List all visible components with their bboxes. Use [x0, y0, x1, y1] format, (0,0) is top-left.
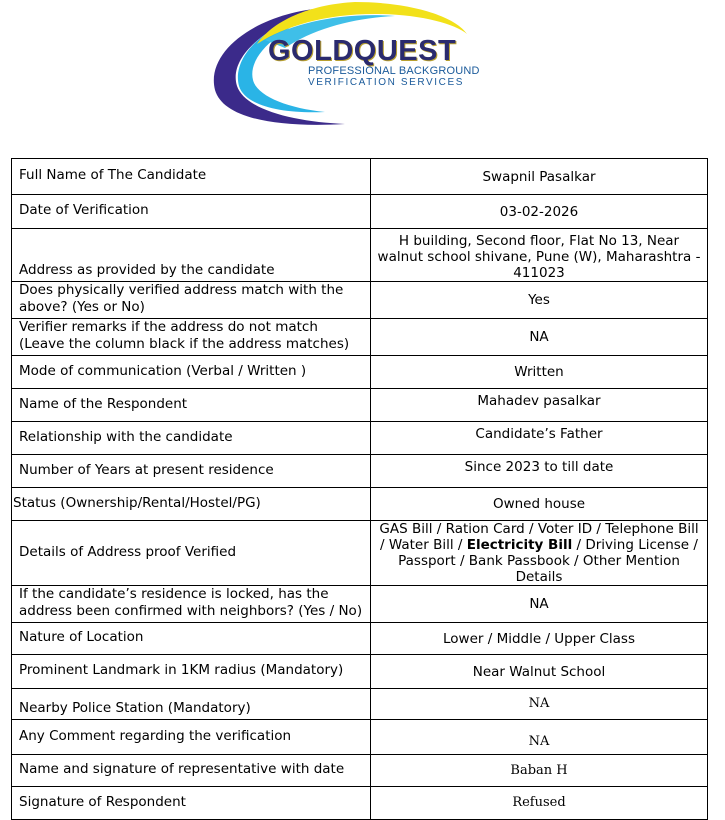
row-label-nature-location: Nature of Location	[12, 623, 371, 655]
row-value-status: Owned house	[371, 488, 708, 521]
row-value-nature-location: Lower / Middle / Upper Class	[371, 623, 708, 655]
table-row	[12, 586, 708, 623]
row-label-address: Address as provided by the candidate	[12, 229, 371, 282]
table-row	[12, 755, 708, 787]
table-row	[12, 720, 708, 755]
row-label-verifier-remarks: Verifier remarks if the address do not match (Leave the column black if the address matches)	[12, 319, 371, 356]
row-value-address-proof	[371, 521, 708, 586]
row-value-address: H building, Second floor, Flat No 13, Near walnut school shivane, Pune (W), Maharashtra - 411023	[371, 229, 708, 282]
brand-block	[268, 36, 518, 88]
address-proof-text-part-2: / Driving License / Passport / Bank Passbook / Other Mention Details	[398, 537, 698, 585]
row-value-residence-locked: NA	[371, 586, 708, 623]
row-label-landmark: Prominent Landmark in 1KM radius (Mandatory)	[12, 655, 371, 689]
row-value-respondent-signature: Refused	[371, 787, 708, 820]
table-row	[12, 623, 708, 655]
table-row	[12, 319, 708, 356]
row-label-address-match: Does physically verified address match with the above? (Yes or No)	[12, 282, 371, 319]
row-label-address-proof: Details of Address proof Verified	[12, 521, 371, 586]
row-label-representative: Name and signature of representative with date	[12, 755, 371, 787]
brand-tagline-2: VERIFICATION SERVICES	[308, 77, 465, 88]
row-value-verifier-remarks: NA	[371, 319, 708, 356]
row-label-residence-locked: If the candidate’s residence is locked, has the address been confirmed with neighbors? (Yes / No)	[12, 586, 371, 623]
address-proof-highlight: Electricity Bill	[466, 537, 573, 553]
table-row	[12, 159, 708, 195]
row-label-status: Status (Ownership/Rental/Hostel/PG)	[12, 488, 371, 521]
table-row	[12, 488, 708, 521]
row-value-verification-date: 03-02-2026	[371, 195, 708, 229]
table-row	[12, 521, 708, 586]
table-row	[12, 195, 708, 229]
row-value-candidate-name: Swapnil Pasalkar	[371, 159, 708, 195]
verification-table	[11, 158, 708, 820]
brand-tagline-1: PROFESSIONAL BACKGROUND	[308, 65, 480, 77]
table-row	[12, 422, 708, 455]
row-value-address-match: Yes	[371, 282, 708, 319]
table-row	[12, 356, 708, 389]
table-row	[12, 655, 708, 689]
table-row	[12, 389, 708, 422]
address-proof-text-part-1: GAS Bill / Ration Card / Voter ID / Telephone Bill / Water Bill /	[379, 521, 699, 553]
row-value-communication-mode: Written	[371, 356, 708, 389]
row-label-candidate-name: Full Name of The Candidate	[12, 159, 371, 195]
table-row	[12, 787, 708, 820]
row-label-respondent-name: Name of the Respondent	[12, 389, 371, 422]
table-row	[12, 229, 708, 282]
row-label-communication-mode: Mode of communication (Verbal / Written )	[12, 356, 371, 389]
row-label-respondent-signature: Signature of Respondent	[12, 787, 371, 820]
row-value-landmark: Near Walnut School	[371, 655, 708, 689]
row-value-representative: Baban H	[371, 755, 708, 787]
row-value-comment: NA	[371, 720, 708, 755]
row-value-years-residence: Since 2023 to till date	[371, 455, 708, 488]
row-value-police-station: NA	[371, 689, 708, 720]
brand-name: GOLDQUEST	[268, 35, 457, 67]
row-label-comment: Any Comment regarding the verification	[12, 720, 371, 755]
row-label-years-residence: Number of Years at present residence	[12, 455, 371, 488]
row-label-verification-date: Date of Verification	[12, 195, 371, 229]
row-label-police-station: Nearby Police Station (Mandatory)	[12, 689, 371, 720]
table-row	[12, 455, 708, 488]
table-row	[12, 689, 708, 720]
row-label-relationship: Relationship with the candidate	[12, 422, 371, 455]
table-row	[12, 282, 708, 319]
row-value-respondent-name: Mahadev pasalkar	[371, 389, 708, 422]
company-logo	[205, 0, 515, 130]
row-value-relationship: Candidate’s Father	[371, 422, 708, 455]
